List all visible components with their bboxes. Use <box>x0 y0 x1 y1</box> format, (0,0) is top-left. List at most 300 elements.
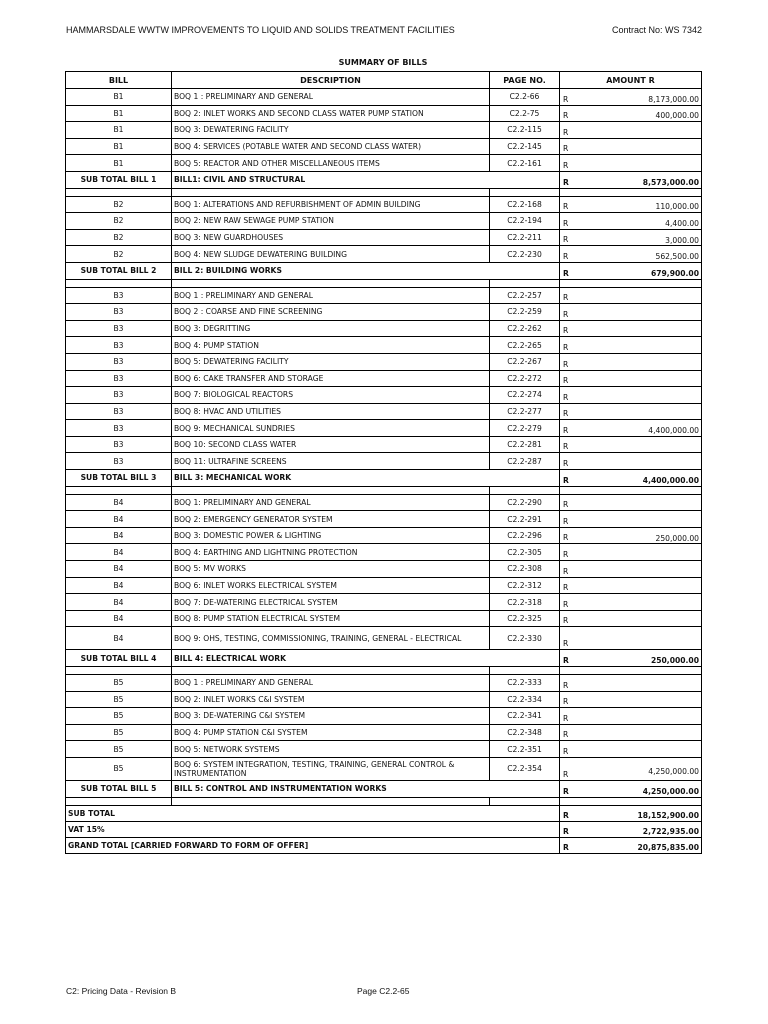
total-row <box>66 837 702 853</box>
amount-cell <box>560 155 702 172</box>
bill-code: B4 <box>66 561 172 578</box>
page-number: C2.2-333 <box>490 675 560 692</box>
bill-code: B1 <box>66 138 172 155</box>
subtotal-label: SUB TOTAL BILL 5 <box>66 780 172 797</box>
currency-symbol: R <box>563 160 569 170</box>
subtotal-description: BILL 5: CONTROL AND INSTRUMENTATION WORKS <box>172 780 490 797</box>
column-header-description: DESCRIPTION <box>172 72 490 89</box>
currency-symbol: R <box>563 656 569 665</box>
spacer-cell <box>560 486 702 494</box>
amount-cell <box>560 196 702 213</box>
amount-value <box>562 343 699 348</box>
amount-cell <box>560 594 702 611</box>
subtotal-label: SUB TOTAL BILL 4 <box>66 650 172 667</box>
amount-value: 4,400,000.00 <box>648 426 699 436</box>
amount-value <box>562 730 699 735</box>
currency-symbol: R <box>563 599 569 609</box>
amount-value: 562,500.00 <box>655 252 699 262</box>
bill-code: B4 <box>66 544 172 561</box>
table-row <box>66 453 702 470</box>
amount-value: 4,400,000.00 <box>642 475 699 485</box>
page-number: C2.2-267 <box>490 353 560 370</box>
bill-description: BOQ 7: DE-WATERING ELECTRICAL SYSTEM <box>172 594 490 611</box>
bill-code: B2 <box>66 229 172 246</box>
subtotal-description: BILL1: CIVIL AND STRUCTURAL <box>172 171 490 188</box>
amount-value <box>562 583 699 588</box>
page-number: C2.2-325 <box>490 610 560 627</box>
table-row <box>66 213 702 230</box>
subtotal-amount-cell <box>560 470 702 487</box>
amount-value <box>562 144 699 149</box>
currency-symbol: R <box>563 359 569 369</box>
document-header-title: HAMMARSDALE WWTW IMPROVEMENTS TO LIQUID AND SOLIDS TREATMENT FACILITIES <box>66 25 455 35</box>
bill-code: B5 <box>66 708 172 725</box>
page-number: C2.2-115 <box>490 122 560 139</box>
total-amount-cell <box>560 805 702 821</box>
currency-symbol: R <box>563 342 569 352</box>
bill-description: BOQ 1 : PRELIMINARY AND GENERAL <box>172 675 490 692</box>
amount-cell <box>560 246 702 263</box>
bill-code: B4 <box>66 577 172 594</box>
spacer-row <box>66 667 702 675</box>
amount-cell <box>560 741 702 758</box>
page-number: C2.2-341 <box>490 708 560 725</box>
amount-value: 4,250,000.00 <box>648 766 699 776</box>
bill-code: B3 <box>66 403 172 420</box>
bill-code: B3 <box>66 304 172 321</box>
subtotal-amount-cell <box>560 780 702 797</box>
column-header-page-no: PAGE NO. <box>490 72 560 89</box>
amount-cell <box>560 320 702 337</box>
page-number: C2.2-312 <box>490 577 560 594</box>
currency-symbol: R <box>563 533 569 543</box>
amount-cell <box>560 105 702 122</box>
bill-code: B5 <box>66 691 172 708</box>
spacer-cell <box>66 797 172 805</box>
page-number: C2.2-279 <box>490 420 560 437</box>
currency-symbol: R <box>563 94 569 104</box>
amount-value: 3,000.00 <box>665 235 699 245</box>
bill-description: BOQ 1: PRELIMINARY AND GENERAL <box>172 494 490 511</box>
amount-cell <box>560 387 702 404</box>
table-row <box>66 304 702 321</box>
amount-value <box>562 636 699 641</box>
page-number: C2.2-318 <box>490 594 560 611</box>
spacer-cell <box>490 667 560 675</box>
table-row <box>66 353 702 370</box>
page-number: C2.2-211 <box>490 229 560 246</box>
currency-symbol: R <box>563 218 569 228</box>
table-row <box>66 610 702 627</box>
bill-description: BOQ 5: REACTOR AND OTHER MISCELLANEOUS ITEMS <box>172 155 490 172</box>
page-number: C2.2-296 <box>490 527 560 544</box>
bill-description: BOQ 1 : PRELIMINARY AND GENERAL <box>172 89 490 106</box>
subtotal-page-blank <box>490 171 560 188</box>
bill-description: BOQ 3: DOMESTIC POWER & LIGHTING <box>172 527 490 544</box>
page-number: C2.2-277 <box>490 403 560 420</box>
subtotal-row <box>66 780 702 797</box>
bill-description: BOQ 1: ALTERATIONS AND REFURBISHMENT OF ADMIN BUILDING <box>172 196 490 213</box>
total-label: VAT 15% <box>66 821 560 837</box>
footer-page-number: Page C2.2-65 <box>357 986 410 996</box>
table-body <box>66 89 702 854</box>
bill-code: B3 <box>66 453 172 470</box>
spacer-cell <box>172 667 490 675</box>
amount-value <box>562 680 699 685</box>
table-row <box>66 387 702 404</box>
currency-symbol: R <box>563 442 569 452</box>
amount-value <box>562 442 699 447</box>
spacer-cell <box>490 279 560 287</box>
bill-description: BOQ 8: PUMP STATION ELECTRICAL SYSTEM <box>172 610 490 627</box>
spacer-cell <box>66 667 172 675</box>
amount-cell <box>560 577 702 594</box>
contract-number: Contract No: WS 7342 <box>611 25 702 35</box>
table-row <box>66 577 702 594</box>
amount-cell <box>560 527 702 544</box>
amount-cell <box>560 353 702 370</box>
amount-value <box>562 127 699 132</box>
amount-value <box>562 697 699 702</box>
total-label: GRAND TOTAL [CARRIED FORWARD TO FORM OF OFFER] <box>66 837 560 853</box>
page-number: C2.2-230 <box>490 246 560 263</box>
bill-description: BOQ 1 : PRELIMINARY AND GENERAL <box>172 287 490 304</box>
amount-value <box>562 500 699 505</box>
currency-symbol: R <box>563 583 569 593</box>
currency-symbol: R <box>563 326 569 336</box>
table-row <box>66 138 702 155</box>
currency-symbol: R <box>563 268 569 278</box>
table-row <box>66 105 702 122</box>
amount-value <box>562 600 699 605</box>
bill-description: BOQ 5: NETWORK SYSTEMS <box>172 741 490 758</box>
column-header-bill: BILL <box>66 72 172 89</box>
table-row <box>66 724 702 741</box>
spacer-cell <box>66 188 172 196</box>
subtotal-description: BILL 2: BUILDING WORKS <box>172 262 490 279</box>
amount-cell <box>560 724 702 741</box>
page-number: C2.2-334 <box>490 691 560 708</box>
currency-symbol: R <box>563 810 569 820</box>
column-header-amount: AMOUNT R <box>560 72 702 89</box>
currency-symbol: R <box>563 550 569 560</box>
currency-symbol: R <box>563 516 569 526</box>
subtotal-description: BILL 4: ELECTRICAL WORK <box>172 650 490 667</box>
page-number: C2.2-75 <box>490 105 560 122</box>
bill-code: B3 <box>66 436 172 453</box>
amount-value <box>562 309 699 314</box>
summary-title: SUMMARY OF BILLS <box>338 58 428 67</box>
currency-symbol: R <box>563 713 569 723</box>
currency-symbol: R <box>563 309 569 319</box>
spacer-cell <box>560 797 702 805</box>
page-number: C2.2-330 <box>490 627 560 650</box>
bill-description: BOQ 8: HVAC AND UTILITIES <box>172 403 490 420</box>
amount-cell <box>560 627 702 650</box>
page-number: C2.2-290 <box>490 494 560 511</box>
bill-code: B2 <box>66 196 172 213</box>
currency-symbol: R <box>563 746 569 756</box>
bill-description: BOQ 2: EMERGENCY GENERATOR SYSTEM <box>172 511 490 528</box>
bill-code: B5 <box>66 741 172 758</box>
subtotal-row <box>66 470 702 487</box>
bill-description: BOQ 9: MECHANICAL SUNDRIES <box>172 420 490 437</box>
bill-code: B3 <box>66 287 172 304</box>
spacer-cell <box>172 797 490 805</box>
currency-symbol: R <box>563 730 569 740</box>
bill-description: BOQ 4: PUMP STATION <box>172 337 490 354</box>
page-number: C2.2-265 <box>490 337 560 354</box>
table-row <box>66 89 702 106</box>
amount-value: 8,573,000.00 <box>642 177 699 187</box>
bill-description: BOQ 3: DE-WATERING C&I SYSTEM <box>172 708 490 725</box>
bill-code: B4 <box>66 511 172 528</box>
table-row <box>66 420 702 437</box>
currency-symbol: R <box>563 680 569 690</box>
spacer-cell <box>66 486 172 494</box>
total-row <box>66 821 702 837</box>
bill-description: BOQ 11: ULTRAFINE SCREENS <box>172 453 490 470</box>
table-row <box>66 561 702 578</box>
spacer-row <box>66 797 702 805</box>
currency-symbol: R <box>563 392 569 402</box>
table-row <box>66 370 702 387</box>
table-row <box>66 196 702 213</box>
currency-symbol: R <box>563 202 569 212</box>
bill-description: BOQ 4: EARTHING AND LIGHTNING PROTECTION <box>172 544 490 561</box>
amount-cell <box>560 610 702 627</box>
table-row <box>66 544 702 561</box>
amount-value <box>562 747 699 752</box>
spacer-cell <box>172 188 490 196</box>
bill-code: B5 <box>66 757 172 780</box>
subtotal-description: BILL 3: MECHANICAL WORK <box>172 470 490 487</box>
amount-value: 2,722,935.00 <box>642 827 699 837</box>
page-number: C2.2-262 <box>490 320 560 337</box>
bill-description: BOQ 2: INLET WORKS AND SECOND CLASS WATER PUMP STATION <box>172 105 490 122</box>
bill-code: B1 <box>66 89 172 106</box>
amount-cell <box>560 213 702 230</box>
amount-value: 679,900.00 <box>650 268 699 278</box>
bill-description: BOQ 10: SECOND CLASS WATER <box>172 436 490 453</box>
currency-symbol: R <box>563 235 569 245</box>
page-number: C2.2-348 <box>490 724 560 741</box>
amount-value: 4,250,000.00 <box>642 786 699 796</box>
currency-symbol: R <box>563 566 569 576</box>
amount-cell <box>560 561 702 578</box>
page-number: C2.2-287 <box>490 453 560 470</box>
bill-code: B4 <box>66 594 172 611</box>
currency-symbol: R <box>563 769 569 779</box>
page-number: C2.2-145 <box>490 138 560 155</box>
page-number: C2.2-291 <box>490 511 560 528</box>
page-number: C2.2-257 <box>490 287 560 304</box>
table-header-row <box>66 72 702 89</box>
amount-value <box>562 550 699 555</box>
currency-symbol: R <box>563 826 569 836</box>
bill-description: BOQ 4: PUMP STATION C&I SYSTEM <box>172 724 490 741</box>
spacer-row <box>66 486 702 494</box>
bill-description: BOQ 3: NEW GUARDHOUSES <box>172 229 490 246</box>
table-row <box>66 122 702 139</box>
table-row <box>66 741 702 758</box>
bill-code: B4 <box>66 610 172 627</box>
amount-cell <box>560 494 702 511</box>
currency-symbol: R <box>563 616 569 626</box>
subtotal-amount-cell <box>560 171 702 188</box>
spacer-row <box>66 279 702 287</box>
currency-symbol: R <box>563 293 569 303</box>
table-row <box>66 246 702 263</box>
currency-symbol: R <box>563 697 569 707</box>
amount-value: 400,000.00 <box>655 111 699 121</box>
page-number: C2.2-354 <box>490 757 560 780</box>
page-number: C2.2-274 <box>490 387 560 404</box>
currency-symbol: R <box>563 500 569 510</box>
total-amount-cell <box>560 837 702 853</box>
bill-code: B1 <box>66 105 172 122</box>
amount-cell <box>560 403 702 420</box>
bill-code: B3 <box>66 353 172 370</box>
currency-symbol: R <box>563 127 569 137</box>
amount-value <box>562 459 699 464</box>
spacer-cell <box>172 279 490 287</box>
subtotal-row <box>66 650 702 667</box>
amount-cell <box>560 304 702 321</box>
amount-value <box>562 326 699 331</box>
bill-description: BOQ 6: INLET WORKS ELECTRICAL SYSTEM <box>172 577 490 594</box>
page-number: C2.2-168 <box>490 196 560 213</box>
subtotal-page-blank <box>490 650 560 667</box>
subtotal-label: SUB TOTAL BILL 2 <box>66 262 172 279</box>
spacer-cell <box>490 188 560 196</box>
bill-code: B1 <box>66 155 172 172</box>
bill-code: B2 <box>66 213 172 230</box>
bill-code: B1 <box>66 122 172 139</box>
amount-value <box>562 359 699 364</box>
amount-value <box>562 517 699 522</box>
currency-symbol: R <box>563 639 569 649</box>
subtotal-amount-cell <box>560 650 702 667</box>
page-number: C2.2-272 <box>490 370 560 387</box>
subtotal-page-blank <box>490 780 560 797</box>
amount-cell <box>560 544 702 561</box>
table-row <box>66 757 702 780</box>
total-label: SUB TOTAL <box>66 805 560 821</box>
currency-symbol: R <box>563 842 569 852</box>
bill-code: B5 <box>66 675 172 692</box>
page-number: C2.2-161 <box>490 155 560 172</box>
bill-code: B4 <box>66 527 172 544</box>
page-number: C2.2-259 <box>490 304 560 321</box>
amount-value: 110,000.00 <box>655 202 699 212</box>
table-row <box>66 511 702 528</box>
amount-value <box>562 616 699 621</box>
table-row <box>66 287 702 304</box>
amount-value: 8,173,000.00 <box>648 94 699 104</box>
amount-cell <box>560 420 702 437</box>
currency-symbol: R <box>563 786 569 796</box>
bill-description: BOQ 6: CAKE TRANSFER AND STORAGE <box>172 370 490 387</box>
table-row <box>66 708 702 725</box>
bill-description: BOQ 2: NEW RAW SEWAGE PUMP STATION <box>172 213 490 230</box>
bill-code: B3 <box>66 337 172 354</box>
page-number: C2.2-281 <box>490 436 560 453</box>
spacer-cell <box>490 797 560 805</box>
subtotal-row <box>66 262 702 279</box>
amount-cell <box>560 138 702 155</box>
bill-code: B4 <box>66 627 172 650</box>
bill-code: B2 <box>66 246 172 263</box>
bill-code: B3 <box>66 370 172 387</box>
spacer-cell <box>66 279 172 287</box>
bill-code: B4 <box>66 494 172 511</box>
subtotal-label: SUB TOTAL BILL 3 <box>66 470 172 487</box>
amount-cell <box>560 89 702 106</box>
table-row <box>66 320 702 337</box>
spacer-cell <box>560 188 702 196</box>
amount-value <box>562 161 699 166</box>
subtotal-label: SUB TOTAL BILL 1 <box>66 171 172 188</box>
subtotal-page-blank <box>490 470 560 487</box>
amount-value <box>562 293 699 298</box>
spacer-row <box>66 188 702 196</box>
bill-code: B3 <box>66 320 172 337</box>
bill-description: BOQ 2: INLET WORKS C&I SYSTEM <box>172 691 490 708</box>
page-number: C2.2-305 <box>490 544 560 561</box>
currency-symbol: R <box>563 475 569 485</box>
spacer-cell <box>490 486 560 494</box>
amount-cell <box>560 337 702 354</box>
page-number: C2.2-66 <box>490 89 560 106</box>
amount-cell <box>560 436 702 453</box>
amount-value: 250,000.00 <box>650 656 699 666</box>
subtotal-page-blank <box>490 262 560 279</box>
bill-description: BOQ 2 : COARSE AND FINE SCREENING <box>172 304 490 321</box>
bill-description: BOQ 3: DEGRITTING <box>172 320 490 337</box>
bill-description: BOQ 5: DEWATERING FACILITY <box>172 353 490 370</box>
amount-cell <box>560 287 702 304</box>
currency-symbol: R <box>563 251 569 261</box>
amount-value <box>562 713 699 718</box>
subtotal-row <box>66 171 702 188</box>
amount-cell <box>560 757 702 780</box>
page-number: C2.2-194 <box>490 213 560 230</box>
bill-description: BOQ 9: OHS, TESTING, COMMISSIONING, TRAINING, GENERAL - ELECTRICAL <box>172 627 490 650</box>
amount-value <box>562 376 699 381</box>
table-row <box>66 691 702 708</box>
amount-cell <box>560 511 702 528</box>
spacer-cell <box>560 667 702 675</box>
table-row <box>66 229 702 246</box>
amount-cell <box>560 708 702 725</box>
bill-description: BOQ 7: BIOLOGICAL REACTORS <box>172 387 490 404</box>
amount-value: 4,400.00 <box>665 218 699 228</box>
spacer-cell <box>172 486 490 494</box>
page-number: C2.2-351 <box>490 741 560 758</box>
amount-value <box>562 566 699 571</box>
bill-code: B3 <box>66 387 172 404</box>
amount-value <box>562 392 699 397</box>
total-amount-cell <box>560 821 702 837</box>
amount-cell <box>560 675 702 692</box>
bill-description: BOQ 6: SYSTEM INTEGRATION, TESTING, TRAINING, GENERAL CONTROL & INSTRUMENTATION <box>172 757 490 780</box>
currency-symbol: R <box>563 409 569 419</box>
page-number: C2.2-308 <box>490 561 560 578</box>
currency-symbol: R <box>563 144 569 154</box>
table-row <box>66 403 702 420</box>
subtotal-amount-cell <box>560 262 702 279</box>
